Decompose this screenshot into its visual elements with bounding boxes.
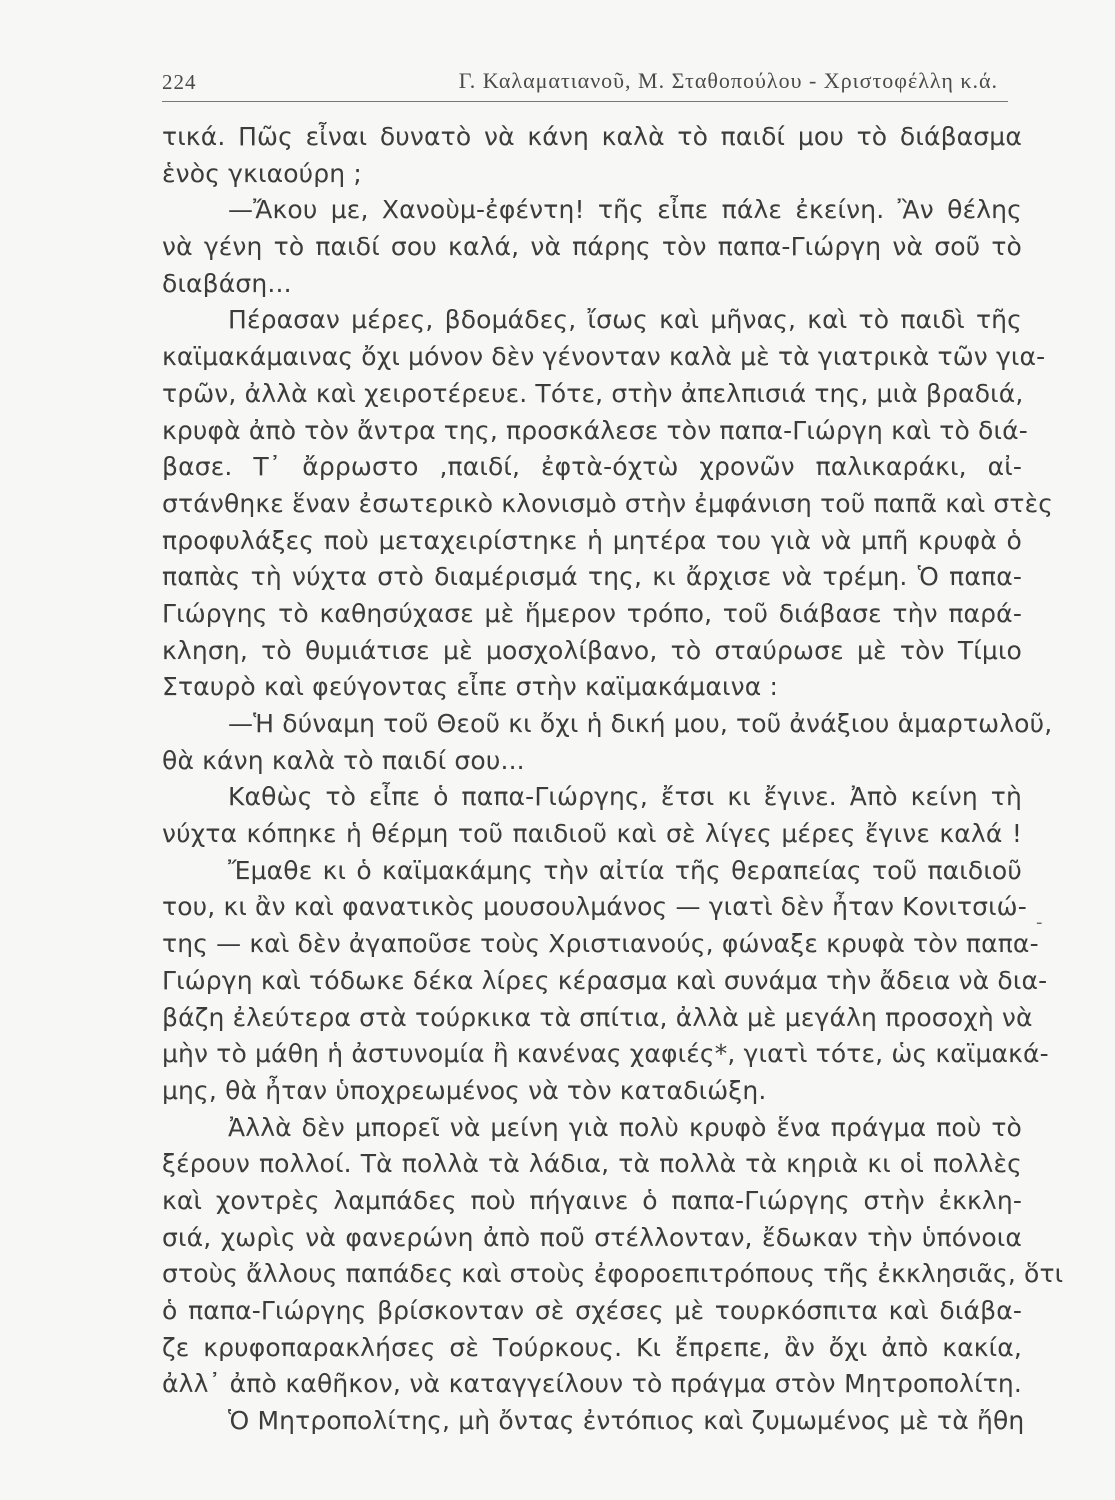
text-line: μης, θὰ ἦταν ὑποχρεωμένος νὰ τὸν καταδιώξη. — [162, 1075, 767, 1105]
text-line: στάνθηκε ἕναν ἐσωτερικὸ κλονισμὸ στὴν ἐμφάνιση τοῦ παπᾶ καὶ στὲς — [162, 488, 1054, 518]
text-line: της — καὶ δὲν ἀγαποῦσε τοὺς Χριστιανούς, φώναξε κρυφὰ τὸν παπα- — [162, 929, 1039, 959]
text-line: στοὺς ἄλλους παπάδες καὶ στοὺς ἐφοροεπιτρόπους τῆς ἐκκλησιᾶς, ὅτι — [162, 1259, 1064, 1289]
text-line: σιά, χωρὶς νὰ φανερώνη ἀπὸ ποῦ στέλλονταν, ἔδωκαν τὴν ὑπόνοια — [162, 1222, 1022, 1252]
text-line: Ὁ Μητροπολίτης, μὴ ὄντας ἐντόπιος καὶ ζυμωμένος μὲ τὰ ἤθη — [228, 1406, 1025, 1436]
text-line: νὰ γένη τὸ παιδί σου καλά, νὰ πάρης τὸν παπα-Γιώργη νὰ σοῦ τὸ — [162, 232, 1022, 262]
margin-mark: - — [1036, 912, 1043, 933]
page-number: 224 — [162, 70, 197, 94]
text-line: θὰ κάνη καλὰ τὸ παιδί σου... — [162, 745, 525, 775]
text-line: τρῶν, ἀλλὰ καὶ χειροτέρευε. Τότε, στὴν ἀπελπισιά της, μιὰ βραδιά, — [162, 378, 1024, 408]
text-line: παπὰς τὴ νύχτα στὸ διαμέρισμά της, κι ἄρχισε νὰ τρέμη. Ὁ παπα- — [162, 562, 1022, 592]
text-line: ζε κρυφοπαρακλήσες σὲ Τούρκους. Κι ἔπρεπε, ἂν ὄχι ἀπὸ κακία, — [162, 1332, 1022, 1362]
text-line: Γιώργης τὸ καθησύχασε μὲ ἥμερον τρόπο, τοῦ διάβασε τὴν παρά- — [162, 598, 1022, 628]
text-line: Ἔμαθε κι ὁ καϊμακάμης τὴν αἰτία τῆς θεραπείας τοῦ παιδιοῦ — [228, 855, 1022, 885]
text-line: διαβάση... — [162, 268, 292, 298]
text-line: Γιώργη καὶ τόδωκε δέκα λίρες κέρασμα καὶ συνάμα τὴν ἄδεια νὰ δια- — [162, 965, 1048, 995]
text-line: Πέρασαν μέρες, βδομάδες, ἴσως καὶ μῆνας, καὶ τὸ παιδὶ τῆς — [228, 305, 1022, 335]
text-line: μὴν τὸ μάθη ἡ ἀστυνομία ἢ κανένας χαφιές*, γιατὶ τότε, ὡς καϊμακά- — [162, 1039, 1049, 1069]
text-line: τικά. Πῶς εἶναι δυνατὸ νὰ κάνη καλὰ τὸ παιδί μου τὸ διάβασμα — [162, 122, 1022, 151]
text-line: Ἀλλὰ δὲν μπορεῖ νὰ μείνη γιὰ πολὺ κρυφὸ ἕνα πράγμα ποὺ τὸ — [228, 1112, 1022, 1142]
page-header — [162, 66, 1008, 100]
text-line: —Ἡ δύναμη τοῦ Θεοῦ κι ὄχι ἡ δική μου, τοῦ ἀνάξιου ἁμαρτωλοῦ, — [228, 709, 1053, 738]
text-line: κληση, τὸ θυμιάτισε μὲ μοσχολίβανο, τὸ σταύρωσε μὲ τὸν Τίμιο — [162, 635, 1022, 665]
text-line: Καθὼς τὸ εἶπε ὁ παπα-Γιώργης, ἔτσι κι ἔγινε. Ἀπὸ κείνη τὴ — [228, 782, 1022, 812]
running-title: Γ. Καλαματιανοῦ, Μ. Σταθοπούλου - Χριστοφέλλη κ.ά. — [458, 68, 998, 93]
text-line: νύχτα κόπηκε ἡ θέρμη τοῦ παιδιοῦ καὶ σὲ λίγες μέρες ἔγινε καλά ! — [162, 819, 1022, 849]
text-line: κρυφὰ ἀπὸ τὸν ἄντρα της, προσκάλεσε τὸν παπα-Γιώργη καὶ τὸ διά- — [162, 415, 1028, 445]
text-line: ξέρουν πολλοί. Τὰ πολλὰ τὰ λάδια, τὰ πολλὰ τὰ κηριὰ κι οἱ πολλὲς — [162, 1149, 1022, 1179]
header-rule — [162, 101, 1008, 102]
text-line: —Ἄκου με, Χανοὺμ-ἐφέντη! τῆς εἶπε πάλε ἐκείνη. Ἂν θέλης — [228, 195, 1022, 225]
text-line: καϊμακάμαινας ὄχι μόνον δὲν γένονταν καλὰ μὲ τὰ γιατρικὰ τῶν για- — [162, 342, 1046, 372]
text-line: βάζη ἐλεύτερα στὰ τούρκικα τὰ σπίτια, ἀλλὰ μὲ μεγάλη προσοχὴ νὰ — [162, 1002, 1033, 1032]
text-line: Σταυρὸ καὶ φεύγοντας εἶπε στὴν καϊμακάμαινα : — [162, 672, 779, 702]
text-line: του, κι ἂν καὶ φανατικὸς μουσουλμάνος — γιατὶ δὲν ἦταν Κονιτσιώ- — [162, 892, 1027, 922]
body-text — [162, 119, 1064, 1440]
text-line: ἑνὸς γκιαούρη ; — [162, 158, 362, 188]
text-line: βασε. Τ᾽ ἄρρωστο ,παιδί, ἐφτὰ-όχτὼ χρονῶν παλικαράκι, αἰ- — [162, 452, 1022, 482]
text-line: προφυλάξες ποὺ μεταχειρίστηκε ἡ μητέρα του γιὰ νὰ μπῆ κρυφὰ ὁ — [162, 525, 1022, 555]
text-line: ἀλλ᾽ ἀπὸ καθῆκον, νὰ καταγγείλουν τὸ πράγμα στὸν Μητροπολίτη. — [162, 1369, 1022, 1399]
text-line: ὁ παπα-Γιώργης βρίσκονταν σὲ σχέσες μὲ τουρκόσπιτα καὶ διάβα- — [162, 1296, 1022, 1325]
text-line: καὶ χοντρὲς λαμπάδες ποὺ πήγαινε ὁ παπα-Γιώργης στὴν ἐκκλη- — [162, 1185, 1022, 1215]
